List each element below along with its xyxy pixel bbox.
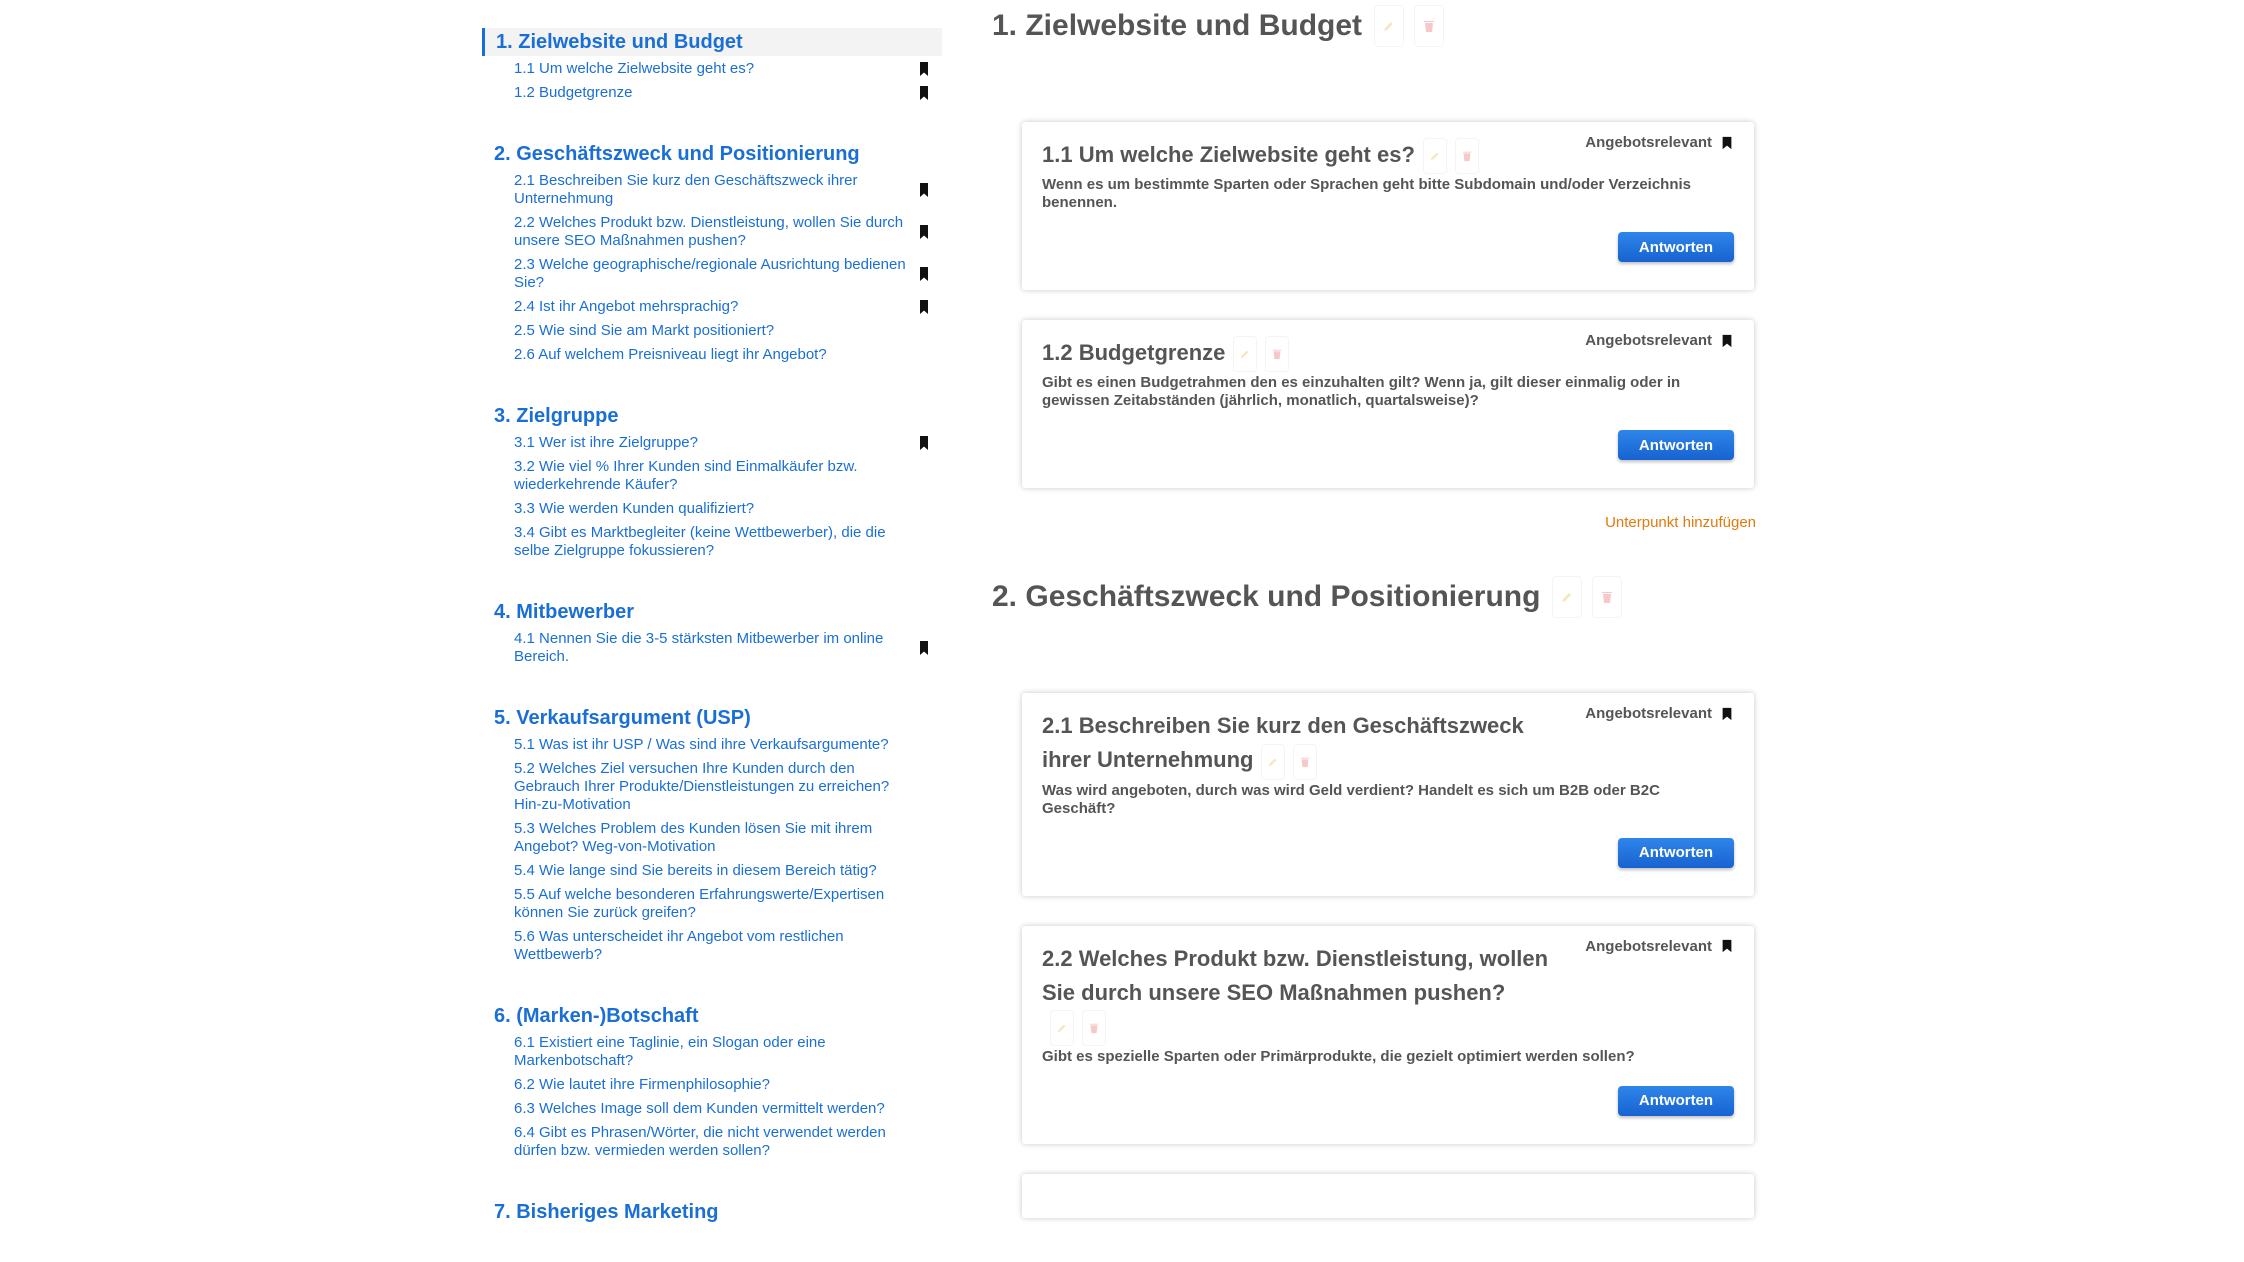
relevant-label: Angebotsrelevant bbox=[1585, 705, 1712, 723]
sidebar-subitem-label[interactable]: 2.5 Wie sind Sie am Markt positioniert? bbox=[514, 322, 775, 339]
sidebar-section bbox=[482, 1198, 942, 1226]
sidebar-section-title[interactable]: 6. (Marken-)Botschaft bbox=[494, 1005, 699, 1027]
question-card bbox=[1022, 693, 1754, 895]
bookmark-icon bbox=[916, 640, 932, 656]
question-description: Wenn es um bestimmte Sparten oder Sprachen geht bitte Subdomain und/oder Verzeichnis benennen. bbox=[1042, 176, 1692, 212]
main-content bbox=[992, 0, 1756, 1218]
sidebar-section-title[interactable]: 2. Geschäftszweck und Positionierung bbox=[494, 143, 860, 165]
question-title: 1.2 Budgetgrenze bbox=[1042, 340, 1226, 366]
sidebar-subitem-label[interactable]: 2.6 Auf welchem Preisniveau liegt ihr Angebot? bbox=[514, 346, 827, 363]
sidebar-section bbox=[482, 140, 942, 366]
section-heading: 2. Geschäftszweck und Positionierung bbox=[992, 580, 1541, 614]
sidebar-subitem[interactable] bbox=[482, 860, 942, 882]
sidebar-subitem-label[interactable]: 5.2 Welches Ziel versuchen Ihre Kunden durch den Gebrauch Ihrer Produkte/Dienstleistungen zu erreichen? Hin-zu-Motivation bbox=[514, 760, 890, 813]
trash-icon bbox=[1600, 590, 1614, 604]
bookmark-icon bbox=[916, 266, 932, 282]
delete-button[interactable] bbox=[1592, 576, 1622, 618]
sidebar-subitem[interactable] bbox=[482, 1122, 942, 1162]
edit-button[interactable] bbox=[1374, 5, 1404, 47]
delete-button[interactable] bbox=[1455, 138, 1479, 174]
bookmark-icon bbox=[916, 435, 932, 451]
delete-button[interactable] bbox=[1293, 744, 1317, 780]
trash-icon bbox=[1422, 19, 1436, 33]
trash-icon bbox=[1299, 756, 1311, 768]
sidebar-nav bbox=[482, 28, 942, 1262]
relevant-flag[interactable] bbox=[1585, 134, 1734, 151]
sidebar-section bbox=[482, 402, 942, 562]
sidebar-subitem[interactable] bbox=[482, 82, 942, 104]
sidebar-subitem[interactable] bbox=[482, 432, 942, 454]
sidebar-subitem-label[interactable]: 6.1 Existiert eine Taglinie, ein Slogan oder eine Markenbotschaft? bbox=[514, 1034, 826, 1069]
answer-button[interactable]: Antworten bbox=[1618, 430, 1734, 460]
sidebar-subitem[interactable] bbox=[482, 628, 942, 668]
answer-button[interactable]: Antworten bbox=[1618, 1086, 1734, 1116]
sidebar-subitem-label[interactable]: 5.1 Was ist ihr USP / Was sind ihre Verkaufsargumente? bbox=[514, 736, 889, 753]
pencil-icon bbox=[1267, 756, 1279, 768]
add-subitem-link[interactable]: Unterpunkt hinzufügen bbox=[1605, 514, 1756, 532]
sidebar-subitem-label[interactable]: 2.4 Ist ihr Angebot mehrsprachig? bbox=[514, 298, 739, 315]
sidebar-subitem-label[interactable]: 5.3 Welches Problem des Kunden lösen Sie mit ihrem Angebot? Weg-von-Motivation bbox=[514, 820, 873, 855]
answer-button[interactable]: Antworten bbox=[1618, 232, 1734, 262]
section-heading: 1. Zielwebsite und Budget bbox=[992, 9, 1363, 42]
bookmark-icon bbox=[916, 182, 932, 198]
sidebar-subitem-label[interactable]: 2.3 Welche geographische/regionale Ausrichtung bedienen Sie? bbox=[514, 256, 906, 291]
bookmark-icon bbox=[916, 61, 932, 77]
sidebar-subitem[interactable] bbox=[482, 1074, 942, 1096]
delete-button[interactable] bbox=[1265, 336, 1289, 372]
sidebar-subitem-label[interactable]: 5.5 Auf welche besonderen Erfahrungswerte/Expertisen können Sie zurück greifen? bbox=[514, 886, 885, 921]
delete-button[interactable] bbox=[1414, 5, 1444, 47]
question-description: Gibt es einen Budgetrahmen den es einzuhalten gilt? Wenn ja, gilt dieser einmalig oder in gewissen Zeitabständen (jährlich, monatlich, quartalsweise)? bbox=[1042, 374, 1681, 410]
bookmark-icon bbox=[1720, 938, 1734, 954]
pencil-icon bbox=[1560, 590, 1574, 604]
trash-icon bbox=[1461, 150, 1473, 162]
sidebar-section bbox=[482, 598, 942, 668]
relevant-label: Angebotsrelevant bbox=[1585, 134, 1712, 151]
trash-icon bbox=[1271, 348, 1283, 360]
relevant-flag[interactable] bbox=[1585, 938, 1734, 955]
sidebar-subitem[interactable] bbox=[482, 884, 942, 924]
relevant-flag[interactable] bbox=[1585, 705, 1734, 722]
edit-button[interactable] bbox=[1423, 138, 1447, 174]
sidebar-subitem[interactable] bbox=[482, 58, 942, 80]
question-card bbox=[1022, 1174, 1754, 1218]
question-section bbox=[992, 0, 1756, 531]
sidebar-section-title[interactable]: 1. Zielwebsite und Budget bbox=[482, 28, 942, 56]
sidebar-subitem[interactable] bbox=[482, 734, 942, 756]
sidebar-section bbox=[482, 1002, 942, 1162]
trash-icon bbox=[1088, 1022, 1100, 1034]
bookmark-icon bbox=[916, 85, 932, 101]
sidebar-subitem[interactable] bbox=[482, 818, 942, 858]
pencil-icon bbox=[1429, 150, 1441, 162]
sidebar-section-title[interactable]: 7. Bisheriges Marketing bbox=[494, 1201, 719, 1223]
question-title: 2.2 Welches Produkt bzw. Dienstleistung, wollen Sie durch unsere SEO Maßnahmen pushen? bbox=[1042, 945, 1549, 1005]
question-card bbox=[1022, 926, 1754, 1144]
edit-button[interactable] bbox=[1261, 744, 1285, 780]
question-title: 2.1 Beschreiben Sie kurz den Geschäftszweck ihrer Unternehmung bbox=[1042, 713, 1524, 773]
sidebar-subitem-label[interactable]: 1.2 Budgetgrenze bbox=[514, 84, 633, 101]
bookmark-icon bbox=[1720, 706, 1734, 722]
sidebar-subitem[interactable] bbox=[482, 320, 942, 342]
sidebar-subitem-label[interactable]: 3.1 Wer ist ihre Zielgruppe? bbox=[514, 434, 698, 451]
sidebar-subitem-label[interactable]: 2.1 Beschreiben Sie kurz den Geschäftszweck ihrer Unternehmung bbox=[514, 172, 858, 207]
sidebar-subitem[interactable] bbox=[482, 1098, 942, 1120]
sidebar-subitem[interactable] bbox=[482, 926, 942, 966]
relevant-label: Angebotsrelevant bbox=[1585, 937, 1712, 955]
edit-button[interactable] bbox=[1050, 1010, 1074, 1046]
relevant-flag[interactable] bbox=[1585, 332, 1734, 349]
sidebar-subitem[interactable] bbox=[482, 456, 942, 496]
sidebar-subitem[interactable] bbox=[482, 758, 942, 816]
sidebar-subitem-label[interactable]: 5.6 Was unterscheidet ihr Angebot vom restlichen Wettbewerb? bbox=[514, 928, 844, 963]
bookmark-icon bbox=[1720, 135, 1734, 151]
sidebar-subitem[interactable] bbox=[482, 498, 942, 520]
sidebar-subitem-label[interactable]: 1.1 Um welche Zielwebsite geht es? bbox=[514, 60, 755, 77]
sidebar-subitem[interactable] bbox=[482, 1032, 942, 1072]
delete-button[interactable] bbox=[1082, 1010, 1106, 1046]
sidebar-subitem-label[interactable]: 3.3 Wie werden Kunden qualifiziert? bbox=[514, 500, 755, 517]
sidebar-section-title[interactable]: 4. Mitbewerber bbox=[494, 601, 635, 623]
sidebar-section bbox=[482, 28, 942, 104]
edit-button[interactable] bbox=[1233, 336, 1257, 372]
pencil-icon bbox=[1382, 19, 1396, 33]
sidebar-subitem-label[interactable]: 6.3 Welches Image soll dem Kunden vermittelt werden? bbox=[514, 1100, 885, 1117]
pencil-icon bbox=[1056, 1022, 1068, 1034]
sidebar-subitem-label[interactable]: 6.4 Gibt es Phrasen/Wörter, die nicht verwendet werden dürfen bzw. vermieden werden sollen? bbox=[514, 1124, 886, 1159]
question-card bbox=[1022, 122, 1754, 290]
bookmark-icon bbox=[916, 224, 932, 240]
edit-button[interactable] bbox=[1552, 576, 1582, 618]
question-title: 1.1 Um welche Zielwebsite geht es? bbox=[1042, 142, 1415, 167]
sidebar-section bbox=[482, 704, 942, 966]
bookmark-icon bbox=[1720, 333, 1734, 349]
sidebar-subitem[interactable] bbox=[482, 254, 942, 294]
pencil-icon bbox=[1239, 348, 1251, 360]
sidebar-subitem-label[interactable]: 2.2 Welches Produkt bzw. Dienstleistung, wollen Sie durch unsere SEO Maßnahmen pushen? bbox=[514, 214, 904, 249]
sidebar-subitem[interactable] bbox=[482, 344, 942, 366]
sidebar-subitem[interactable] bbox=[482, 170, 942, 210]
sidebar-subitem-label[interactable]: 5.4 Wie lange sind Sie bereits in diesem Bereich tätig? bbox=[514, 862, 877, 879]
sidebar-subitem-label[interactable]: 6.2 Wie lautet ihre Firmenphilosophie? bbox=[514, 1076, 770, 1093]
question-description: Gibt es spezielle Sparten oder Primärprodukte, die gezielt optimiert werden sollen? bbox=[1042, 1047, 1635, 1065]
sidebar-section-title[interactable]: 5. Verkaufsargument (USP) bbox=[494, 707, 751, 729]
question-card bbox=[1022, 320, 1754, 488]
sidebar-section-title[interactable]: 3. Zielgruppe bbox=[494, 405, 619, 427]
relevant-label: Angebotsrelevant bbox=[1585, 332, 1712, 350]
sidebar-subitem[interactable] bbox=[482, 522, 942, 562]
sidebar-subitem[interactable] bbox=[482, 212, 942, 252]
sidebar-subitem-label[interactable]: 4.1 Nennen Sie die 3-5 stärksten Mitbewerber im online Bereich. bbox=[514, 630, 884, 665]
sidebar-subitem-label[interactable]: 3.4 Gibt es Marktbegleiter (keine Wettbewerber), die die selbe Zielgruppe fokussieren? bbox=[514, 524, 886, 559]
sidebar-subitem[interactable] bbox=[482, 296, 942, 318]
bookmark-icon bbox=[916, 299, 932, 315]
question-section bbox=[992, 571, 1756, 1217]
answer-button[interactable]: Antworten bbox=[1618, 838, 1734, 868]
sidebar-subitem-label[interactable]: 3.2 Wie viel % Ihrer Kunden sind Einmalkäufer bzw. wiederkehrende Käufer? bbox=[514, 458, 858, 493]
question-description: Was wird angeboten, durch was wird Geld verdient? Handelt es sich um B2B oder B2C Geschäft? bbox=[1042, 781, 1660, 817]
